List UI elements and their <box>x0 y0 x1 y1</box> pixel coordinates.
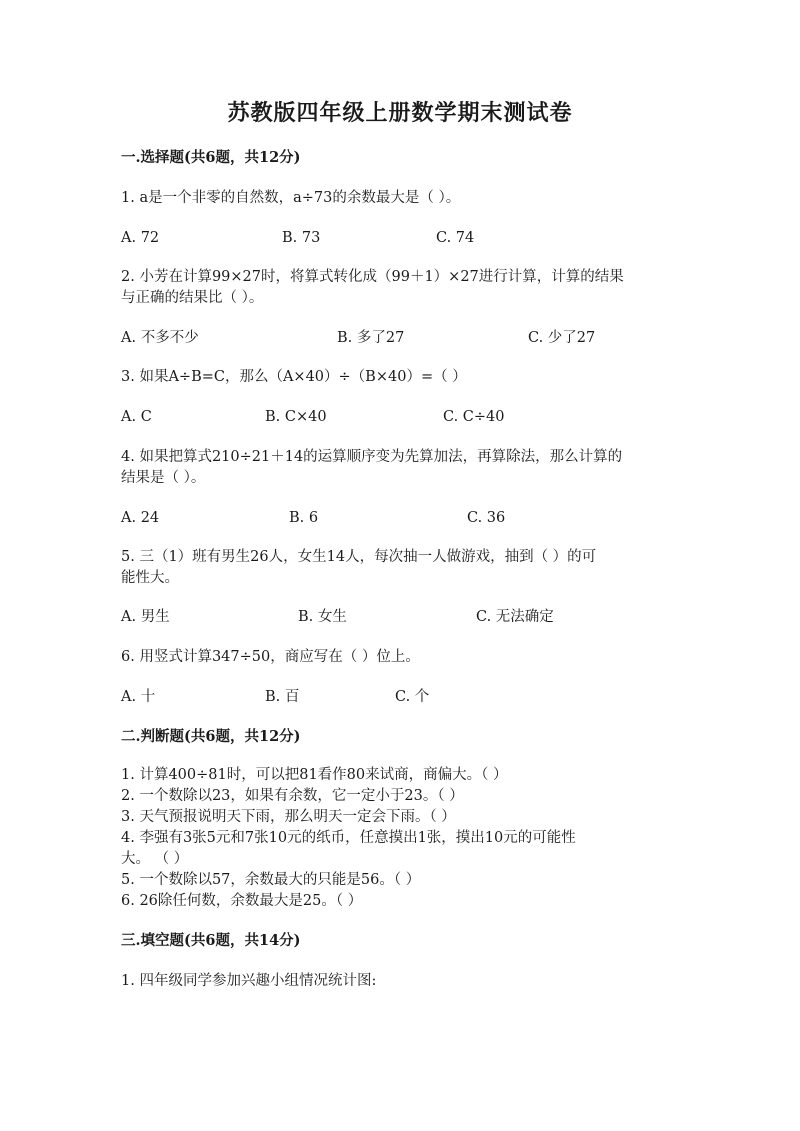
option-a: A. 72 <box>121 230 160 246</box>
option-a: A. 十 <box>121 689 156 705</box>
judgment-item-2: 2. 一个数除以23，如果有余数，它一定小于23。（ ） <box>121 788 464 804</box>
option-b: B. 百 <box>265 689 300 705</box>
question-2-text-line1: 2. 小芳在计算99×27时，将算式转化成（99＋1）×27进行计算，计算的结果 <box>121 269 624 285</box>
option-b: B. 女生 <box>298 609 347 625</box>
judgment-item-5: 5. 一个数除以57，余数最大的只能是56。（ ） <box>121 872 421 888</box>
question-6-text: 6. 用竖式计算347÷50，商应写在（ ）位上。 <box>121 649 420 665</box>
option-c: C. 36 <box>467 510 506 526</box>
option-c: C. 个 <box>395 689 430 705</box>
question-3-text: 3. 如果A÷B=C，那么（A×40）÷（B×40）=（ ） <box>121 369 467 385</box>
page-title: 苏教版四年级上册数学期末测试卷 <box>227 100 573 126</box>
judgment-item-1: 1. 计算400÷81时，可以把81看作80来试商，商偏大。（ ） <box>121 767 508 783</box>
section-heading-fill: 三.填空题(共6题，共14分) <box>121 932 301 949</box>
judgment-item-4-line2: 大。 （ ） <box>121 851 189 867</box>
judgment-item-6: 6. 26除任何数，余数最大是25。（ ） <box>121 893 363 909</box>
option-b: B. C×40 <box>265 409 327 425</box>
question-5-text-line2: 能性大。 <box>121 570 179 586</box>
option-a: A. 不多不少 <box>121 330 199 346</box>
judgment-item-3: 3. 天气预报说明天下雨，那么明天一定会下雨。（ ） <box>121 809 456 825</box>
option-b: B. 6 <box>289 510 319 526</box>
option-c: C. 74 <box>436 230 475 246</box>
question-1-text: 1. a是一个非零的自然数，a÷73的余数最大是（ ）。 <box>121 190 461 206</box>
question-2-text-line2: 与正确的结果比（ ）。 <box>121 290 264 306</box>
option-c: C. 少了27 <box>528 330 596 346</box>
section-heading-judgment: 二.判断题(共6题，共12分) <box>121 728 301 745</box>
question-4-text-line2: 结果是（ ）。 <box>121 470 206 486</box>
option-b: B. 73 <box>282 230 321 246</box>
option-c: C. C÷40 <box>443 409 505 425</box>
option-a: A. 男生 <box>121 609 170 625</box>
option-a: A. 24 <box>121 510 160 526</box>
question-5-text-line1: 5. 三（1）班有男生26人，女生14人，每次抽一人做游戏，抽到（ ）的可 <box>121 549 597 565</box>
option-c: C. 无法确定 <box>476 609 554 625</box>
section-heading-choice: 一.选择题(共6题，共12分) <box>121 149 301 166</box>
option-a: A. C <box>121 409 152 425</box>
fill-item-1: 1. 四年级同学参加兴趣小组情况统计图: <box>121 973 377 989</box>
judgment-item-4-line1: 4. 李强有3张5元和7张10元的纸币，任意摸出1张，摸出10元的可能性 <box>121 830 576 846</box>
question-4-text-line1: 4. 如果把算式210÷21＋14的运算顺序变为先算加法，再算除法，那么计算的 <box>121 449 623 465</box>
option-b: B. 多了27 <box>337 330 405 346</box>
